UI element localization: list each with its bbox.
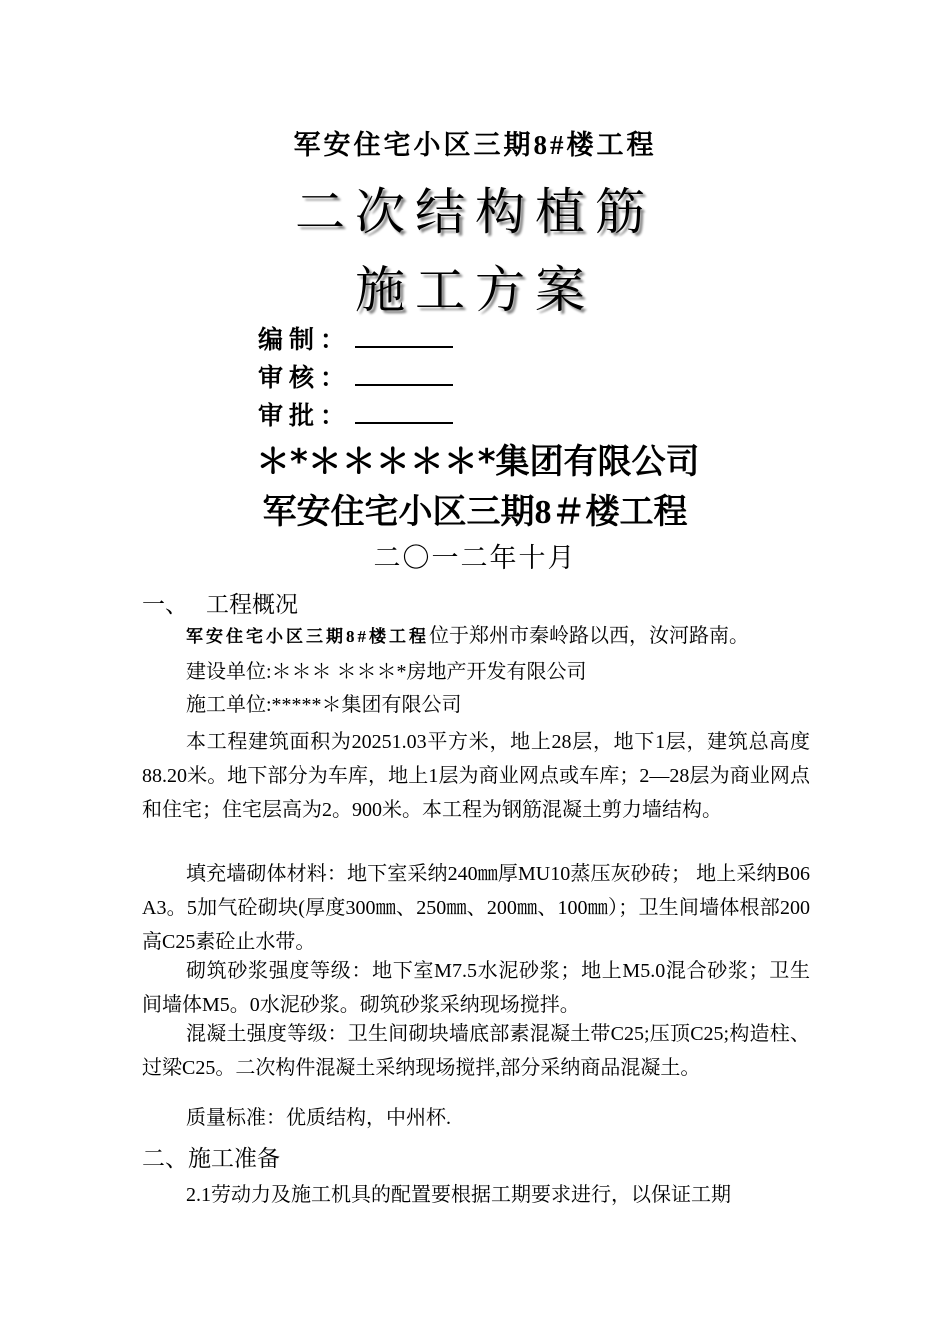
section2-para1: 2.1劳动力及施工机具的配置要根据工期要求进行，以保证工期 — [186, 1184, 731, 1206]
section1-number: 一、 — [142, 592, 188, 617]
owner-para: 建设单位:＊＊＊ ＊＊＊*房地产开发有限公司 — [186, 661, 587, 683]
quality-para: 质量标准：优质结构，中州杯. — [186, 1107, 451, 1129]
location-text: 位于郑州市秦岭路以西，汝河路南。 — [429, 625, 749, 647]
mortar-para: 砌筑砂浆强度等级：地下室M7.5水泥砂浆；地上M5.0混合砂浆；卫生间墙体M5。0水泥砂浆。砌筑砂浆采纳现场搅拌。 — [142, 960, 810, 1016]
sign-prepared-row — [258, 320, 453, 356]
section1-location-para — [186, 619, 810, 654]
cover-title-line1: 二次结构植筋 — [295, 184, 655, 240]
sign-approve-label: 审批： — [258, 403, 352, 430]
cover-title-line2: 施工方案 — [355, 262, 595, 318]
section1-heading — [142, 586, 298, 619]
cover-company: ＊*＊＊＊＊＊*集团有限公司 — [256, 442, 700, 482]
cover-project-name: 军安住宅小区三期8＃楼工程 — [262, 494, 688, 531]
sign-prepared-label: 编制： — [258, 327, 352, 354]
concrete-para: 混凝土强度等级：卫生间砌块墙底部素混凝土带C25;压顶C25;构造柱、过梁C25。二次构件混凝土采纳现场搅拌,部分采纳商品混凝土。 — [142, 1023, 810, 1079]
contractor-para: 施工单位:*****＊集团有限公司 — [186, 694, 462, 716]
sign-approve-blank — [355, 400, 453, 424]
sign-review-label: 审核： — [258, 365, 352, 392]
area-para: 本工程建筑面积为20251.03平方米，地上28层，地下1层，建筑总高度88.20米。地下部分为车库，地上1层为商业网点或车库；2—28层为商业网点和住宅；住宅层高为2。900米。本工程为钢筋混凝土剪力墙结构。 — [142, 731, 810, 821]
sign-prepared-blank — [355, 324, 453, 348]
section1-title: 工程概况 — [206, 592, 298, 617]
cover-project-small: 军安住宅小区三期8#楼工程 — [293, 130, 657, 160]
project-label: 军安住宅小区三期8#楼工程 — [186, 627, 429, 646]
infill-para: 填充墙砌体材料：地下室采纳240㎜厚MU10蒸压灰砂砖； 地上采纳B06 A3。5加气砼砌块(厚度300㎜、250㎜、200㎜、100㎜）；卫生间墙体根部200高C25素砼止水带。 — [142, 863, 810, 953]
sign-approve-row — [258, 396, 453, 432]
section2-heading: 二、施工准备 — [142, 1146, 280, 1171]
sign-review-row — [258, 358, 453, 394]
cover-date: 二〇一二年十月 — [373, 543, 577, 573]
sign-review-blank — [355, 362, 453, 386]
